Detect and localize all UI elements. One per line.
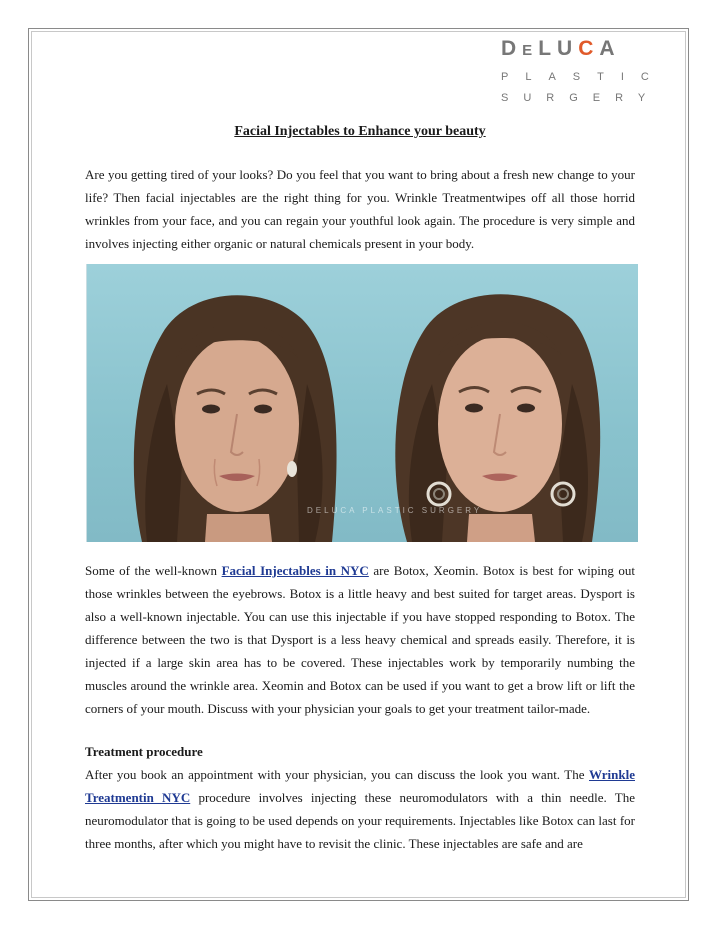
treatment-paragraph [85,740,635,855]
photo-watermark: DELUCA PLASTIC SURGERY [307,506,483,515]
after-face [395,294,600,542]
logo-plastic: PLASTIC [501,71,666,83]
treatment-heading: Treatment procedure [85,744,203,759]
injectables-text-start: Some of the well-known [85,563,222,578]
intro-paragraph: Are you getting tired of your looks? Do you feel that you want to bring about a fresh new change to your life? Then facial injectables are the right thing for you. Wrinkle Treatmentwipes off all those horrid wrinkles from your face, and you can regain your youthful look again. The procedure is very simple and involves injecting either organic or natural chemicals present in your body. [85,167,635,251]
deluca-logo[interactable] [501,37,666,104]
facial-injectables-link[interactable]: Facial Injectables in NYC [221,563,369,578]
wrinkle-treatment-link[interactable]: Wrinkle Treatmentin NYC [85,767,635,805]
before-after-photo [86,264,638,542]
injectables-text-rest: are Botox, Xeomin. Botox is best for wiping out those wrinkles between the eyebrows. Botox is a little heavy and best suited for target areas. Dysport is also a well-known injectable. You can use this injectable if you have stopped responding to Botox. The difference between the two is that Dysport is a less heavy chemical and spreads easily. Therefore, it is injected if a large skin area has to be covered. These injectables work by temporarily numbing the muscles around the wrinkle area. Xeomin and Botox can be used if you want to get a brow lift or lift the corners of your mouth. Discuss with your physician your goals to get your treatment tailor-made. [85,563,636,716]
page-title: Facial Injectables to Enhance your beauty [234,124,486,139]
before-face [134,295,337,542]
injectables-paragraph [85,559,635,720]
treatment-text-start: After you book an appointment with your physician, you can discuss the look you want. The [85,767,589,782]
before-after-faces-illustration [87,264,638,542]
treatment-text-rest: procedure involves injecting these neuromodulators with a thin needle. The neuromodulator that is going to be used depends on your requirements. Injectables like Botox can last for three months, after which you might have to revisit the clinic. These injectables are safe and are [85,790,635,851]
logo-wordmark: DELUCA [501,37,621,60]
logo-surgery: SURGERY [501,92,661,104]
